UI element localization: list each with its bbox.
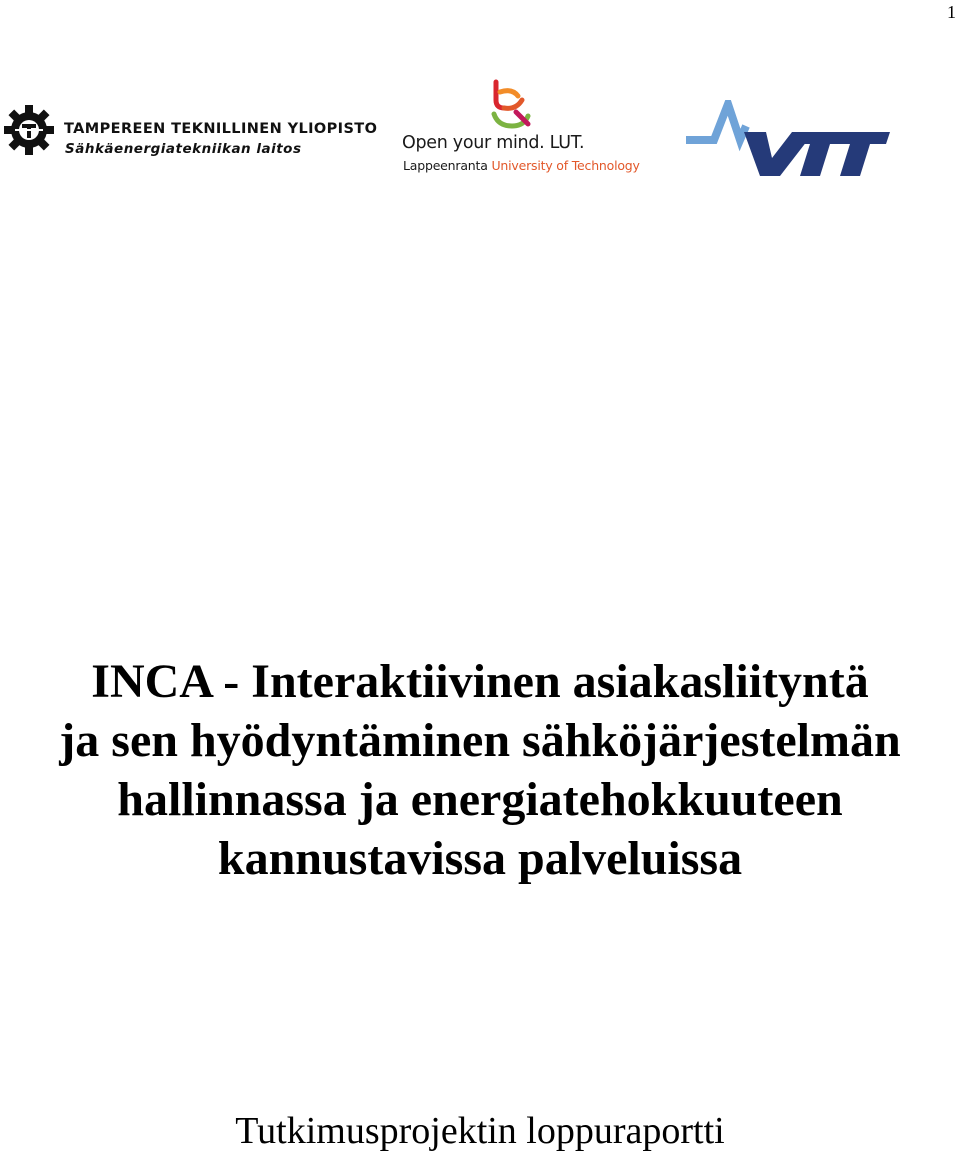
- tut-department: Sähkäenergiatekniikan laitos: [65, 141, 302, 157]
- title-line: hallinnassa ja energiatehokkuuteen: [117, 773, 843, 826]
- ampersand-icon: [486, 78, 536, 130]
- title-line: INCA - Interaktiivinen asiakasliityntä: [91, 655, 869, 708]
- page-number: 1: [947, 2, 956, 22]
- report-title: [0, 652, 960, 888]
- title-line: ja sen hyödyntäminen sähköjärjestelmän: [59, 714, 901, 767]
- lut-logo: [402, 78, 642, 178]
- lut-city: Lappeenranta: [403, 158, 488, 173]
- vtt-letters: [744, 132, 890, 176]
- vtt-logo: [684, 100, 890, 178]
- lut-slogan: Open your mind. LUT.: [402, 133, 585, 153]
- title-line: kannustavissa palveluissa: [217, 832, 743, 885]
- lut-university-name: [403, 158, 640, 173]
- tut-name: TAMPEREEN TEKNILLINEN YLIOPISTO: [64, 121, 378, 137]
- report-subtitle: Tutkimusprojektin loppuraportti: [235, 1110, 725, 1152]
- wave-icon: [686, 104, 746, 140]
- lut-university: University of Technology: [491, 158, 640, 173]
- gear-icon: [2, 103, 56, 157]
- tut-logo: [2, 103, 378, 159]
